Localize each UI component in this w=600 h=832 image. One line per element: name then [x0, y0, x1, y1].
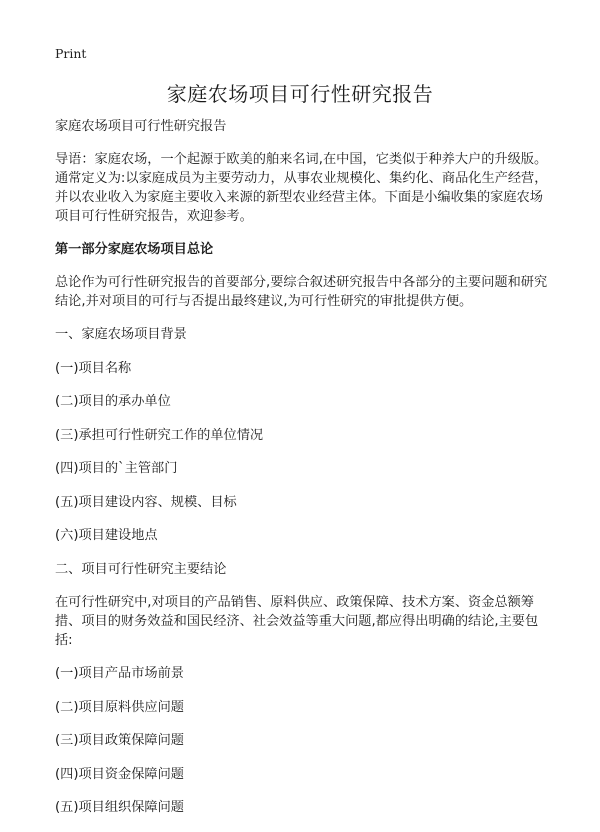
list-item: (四)项目的`主管部门: [55, 461, 178, 476]
list-item: (二)项目原料供应问题: [55, 699, 184, 715]
print-link[interactable]: Print: [55, 46, 87, 61]
document-body: [55, 117, 550, 832]
part-description: 总论作为可行性研究报告的首要部分,要综合叙述研究报告中各部分的主要问题和研究结论,并对项目的可行与否提出最终建议,为可行性研究的审批提供方便。: [55, 275, 548, 309]
part-heading: 第一部分家庭农场项目总论: [55, 242, 214, 257]
list-item: (一)项目名称: [55, 360, 132, 376]
section-title: 一、家庭农场项目背景: [55, 327, 187, 342]
list-item: (二)项目的承办单位: [55, 394, 171, 409]
list-item: (三)承担可行性研究工作的单位情况: [55, 427, 264, 443]
page-title: 家庭农场项目可行性研究报告: [166, 82, 434, 106]
list-item: (六)项目建设地点: [55, 528, 158, 543]
intro-paragraph: 导语：家庭农场，一个起源于欧美的舶来名词,在中国，它类似于种养大户的升级版。通常定义为:以家庭成员为主要劳动力，从事农业规模化、集约化、商品化生产经营，并以农业收入为家庭主要收入来源的新型农业经营主体。下面是小编收集的家庭农场项目可行性研究报告，欢迎参考。: [55, 152, 548, 224]
list-item: (五)项目建设内容、规模、目标: [55, 494, 237, 510]
section-description: 在可行性研究中,对项目的产品销售、原料供应、政策保障、技术方案、资金总额筹措、项目的财务效益和国民经济、社会效益等重大问题,都应得出明确的结论,主要包括:: [55, 595, 539, 648]
list-item: (一)项目产品市场前景: [55, 666, 184, 681]
document-subtitle: 家庭农场项目可行性研究报告: [55, 119, 227, 134]
list-item: (四)项目资金保障问题: [55, 766, 184, 782]
list-item: (三)项目政策保障问题: [55, 733, 184, 748]
section-title: 二、项目可行性研究主要结论: [55, 561, 227, 577]
list-item: (五)项目组织保障问题: [55, 800, 184, 815]
